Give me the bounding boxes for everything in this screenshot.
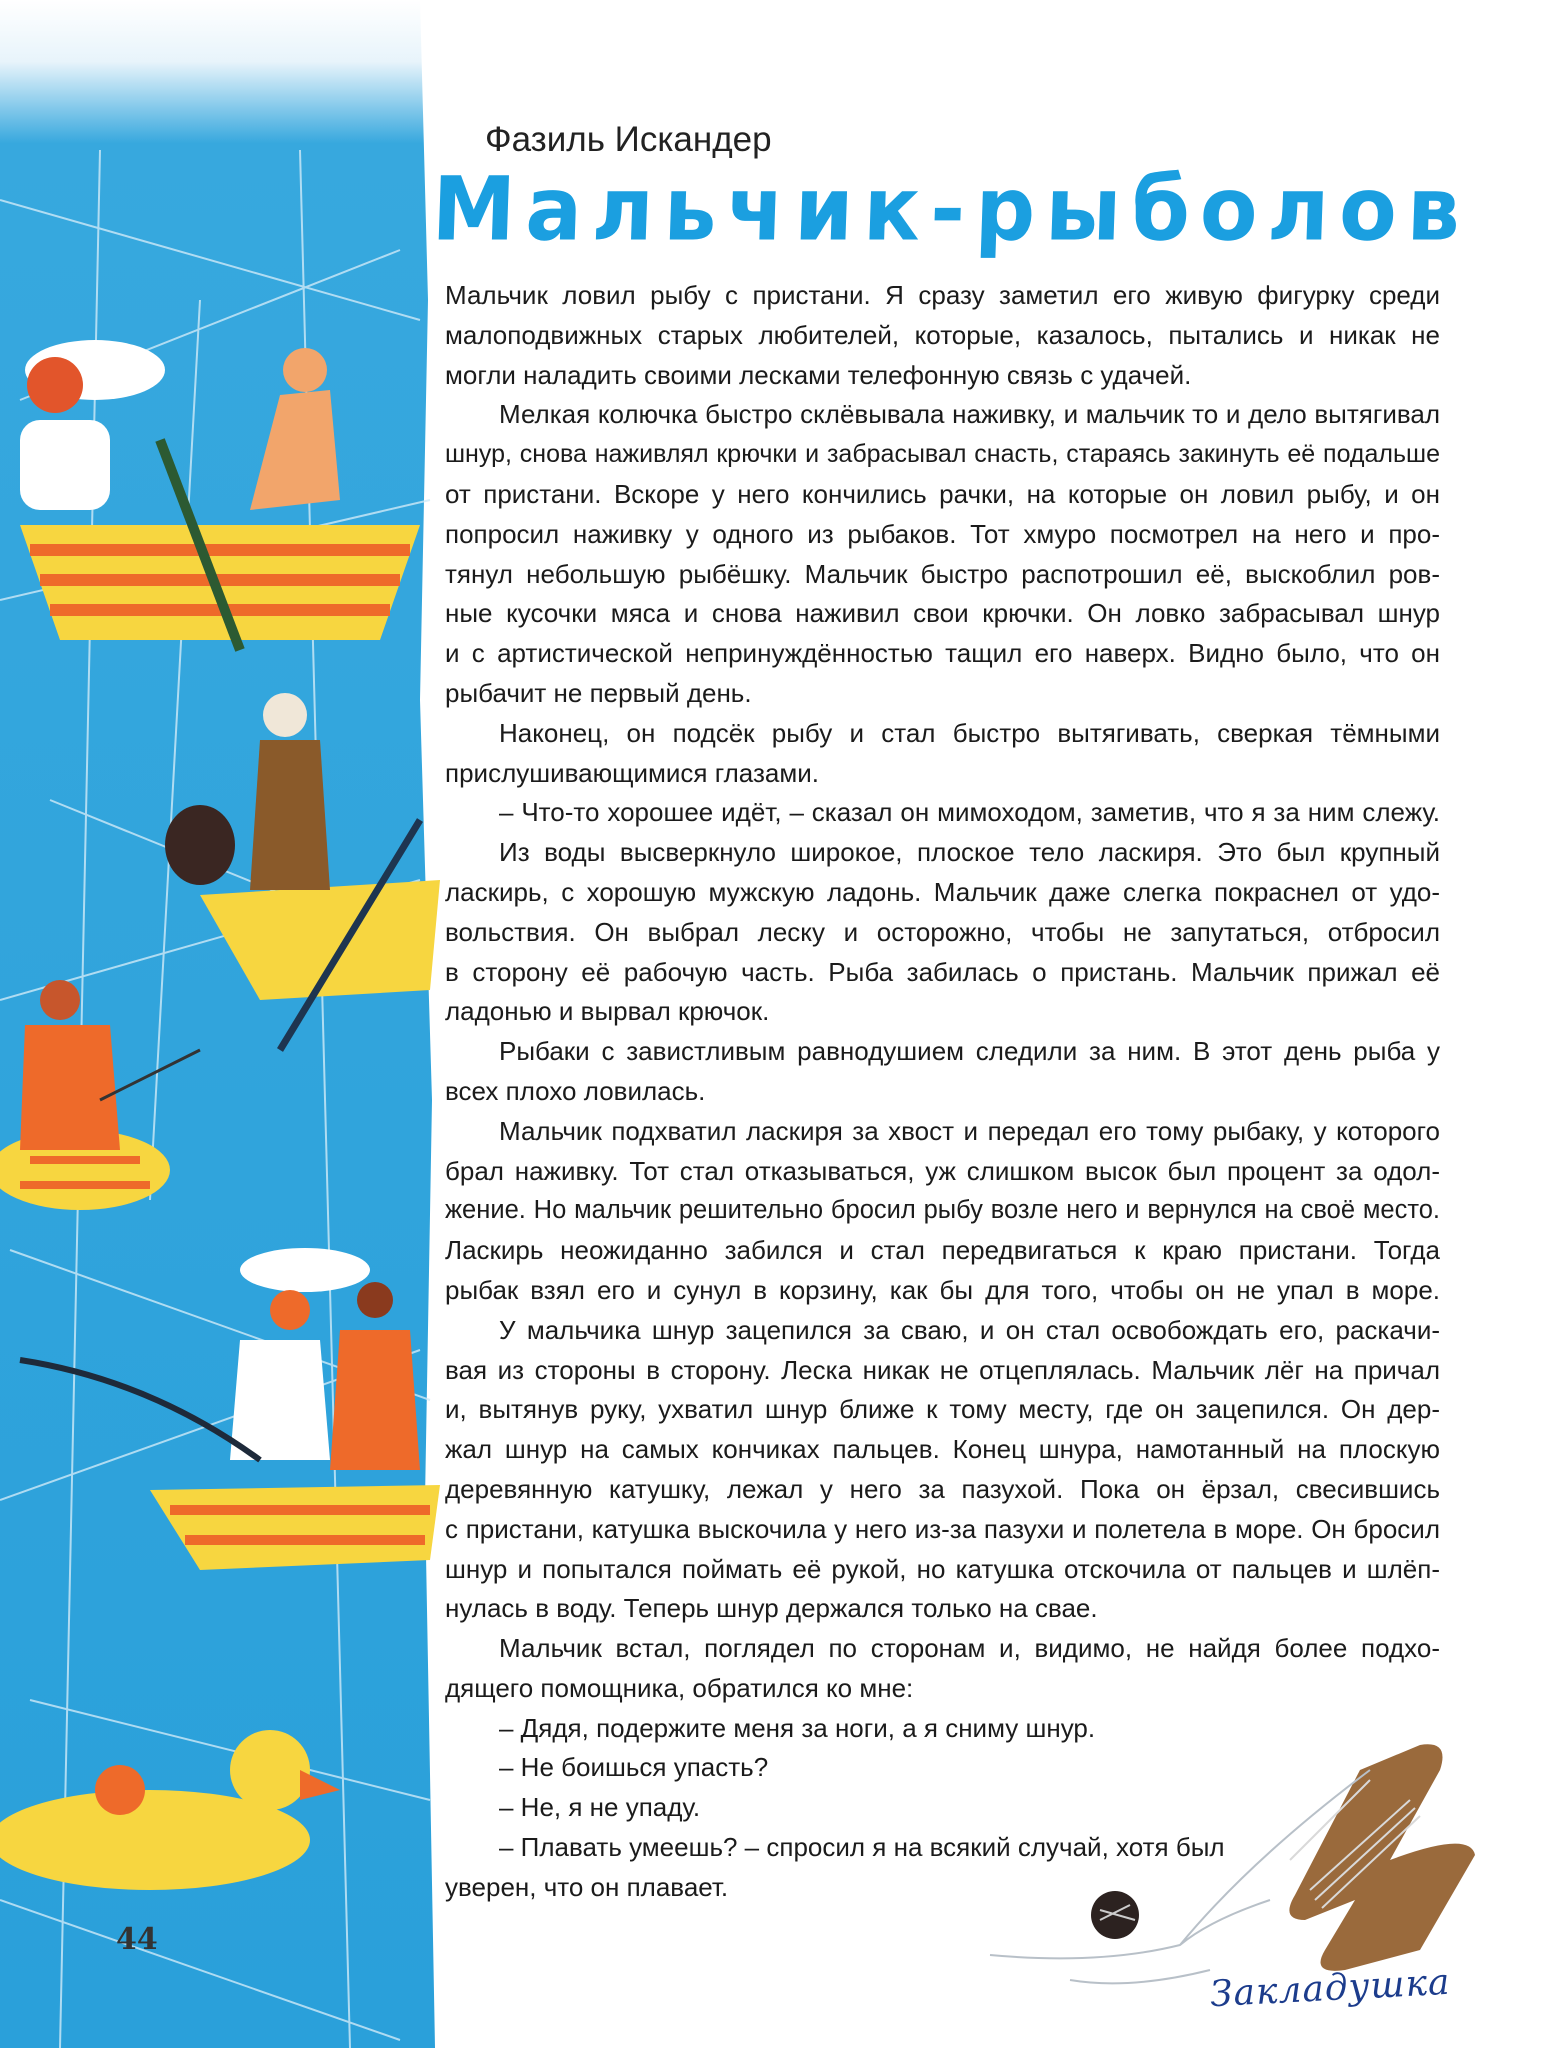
- text-line: вольствия. Он выбрал леску и осторожно, чтобы не запутаться, отбросил: [445, 916, 1440, 947]
- text-line: У мальчика шнур зацепился за сваю, и он стал освобождать его, раскачи-: [499, 1314, 1440, 1345]
- text-line: ные кусочки мяса и снова наживил свои крючки. Он ловко забрасывал шнур: [445, 598, 1440, 629]
- page-number: 44: [116, 1922, 158, 1957]
- text-line: ласкирь, с хорошую мужскую ладонь. Мальчик даже слегка покраснел от удо-: [445, 876, 1440, 907]
- text-line: Из воды высверкнуло широкое, плоское тело ласкиря. Это был крупный: [499, 837, 1440, 868]
- text-line: брал наживку. Тот стал отказываться, уж слишком высок был процент за одол-: [445, 1155, 1440, 1186]
- text-line: от пристани. Вскоре у него кончились рачки, на которые он ловил рыбу, и он: [445, 478, 1440, 509]
- text-line: – Плавать умеешь? – спросил я на всякий случай, хотя был: [499, 1832, 1225, 1863]
- text-line: Мальчик встал, поглядел по сторонам и, видимо, не найдя более подхо-: [499, 1633, 1440, 1664]
- text-line: Наконец, он подсёк рыбу и стал быстро вытягивать, сверкая тёмными: [499, 717, 1440, 748]
- text-line: – Не боишься упасть?: [499, 1752, 769, 1783]
- text-line: – Не, я не упаду.: [499, 1792, 701, 1823]
- text-line: рыбачит не первый день.: [445, 677, 752, 708]
- text-line: уверен, что он плавает.: [445, 1871, 729, 1902]
- text-line: с пристани, катушка выскочила у него из-за пазухи и полетела в море. Он бросил: [445, 1513, 1440, 1544]
- bobbin-wood: [1289, 1744, 1475, 1971]
- text-line: рыбак взял его и сунул в корзину, как бы для того, чтобы он не упал в море.: [445, 1274, 1440, 1305]
- text-line: Мальчик подхватил ласкиря за хвост и передал его тому рыбаку, у которого: [499, 1115, 1440, 1146]
- water-background: [0, 0, 435, 2048]
- text-line: в сторону её рабочую часть. Рыба забилась о пристань. Мальчик прижал её: [445, 956, 1440, 987]
- text-line: попросил наживку у одного из рыбаков. Тот хмуро посмотрел на него и про-: [445, 518, 1440, 549]
- text-line: нулась в воду. Теперь шнур держался только на свае.: [445, 1593, 1098, 1624]
- text-line: прислушивающимися глазами.: [445, 757, 819, 788]
- text-line: шнур, снова наживлял крючки и забрасывал снасть, стараясь закинуть её подальше: [445, 440, 1440, 469]
- text-line: всех плохо ловилась.: [445, 1075, 706, 1106]
- text-line: ладонью и вырвал крючок.: [445, 996, 770, 1027]
- text-line: Рыбаки с завистливым равнодушием следили за ним. В этот день рыба у: [499, 1036, 1440, 1067]
- text-line: жал шнур на самых кончиках пальцев. Конец шнура, намотанный на плоскую: [445, 1434, 1440, 1465]
- text-line: – Что-то хорошее идёт, – сказал он мимоходом, заметив, что я за ним слежу.: [499, 797, 1440, 828]
- text-line: и, вытянув руку, ухватил шнур ближе к тому месту, где он зацепился. Он дер-: [445, 1394, 1440, 1425]
- text-line: могли наладить своими лесками телефонную связь с удачей.: [445, 359, 1192, 390]
- text-line: вая из стороны в сторону. Леска никак не отцеплялась. Мальчик лёг на причал: [445, 1354, 1440, 1385]
- fishermen-illustration: [0, 0, 445, 2048]
- bookmark-label: Закладушка: [1209, 1961, 1452, 2016]
- text-line: Мелкая колючка быстро склёвывала наживку, и мальчик то и дело вытягивал: [499, 399, 1440, 430]
- text-line: шнур и попытался поймать её рукой, но катушка отскочила от пальцев и шлёп-: [445, 1553, 1440, 1584]
- text-line: тянул небольшую рыбёшку. Мальчик быстро распотрошил её, выскоблил ров-: [445, 558, 1440, 589]
- text-line: жение. Но мальчик решительно бросил рыбу возле него и вернулся на своё место.: [445, 1196, 1440, 1225]
- author-name: Фазиль Искандер: [485, 120, 772, 159]
- text-line: малоподвижных старых любителей, которые, казалось, пытались и никак не: [445, 319, 1440, 350]
- text-line: деревянную катушку, лежал у него за пазухой. Пока он ёрзал, свесившись: [445, 1473, 1440, 1504]
- text-line: Мальчик ловил рыбу с пристани. Я сразу заметил его живую фигурку среди: [445, 280, 1440, 310]
- text-line: и с артистической непринуждённостью тащил его наверх. Видно было, что он: [445, 638, 1440, 669]
- story-title: Мальчик-рыболов: [430, 157, 1472, 261]
- story-text: [445, 276, 1440, 1908]
- text-line: дящего помощника, обратился ко мне:: [445, 1672, 914, 1703]
- text-line: – Дядя, подержите меня за ноги, а я сниму шнур.: [499, 1712, 1096, 1743]
- text-line: Ласкирь неожиданно забился и стал передвигаться к краю пристани. Тогда: [445, 1235, 1440, 1266]
